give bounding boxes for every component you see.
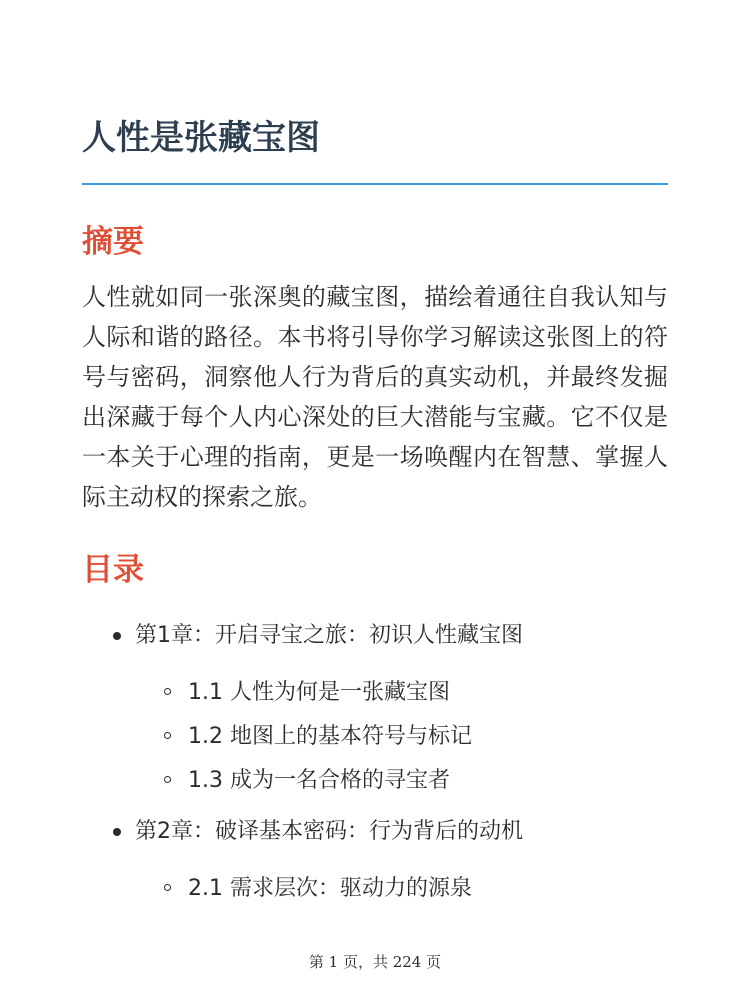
- toc-section-1-3: [82, 759, 668, 803]
- bullet-dot-icon: [113, 632, 121, 640]
- chapter-title: 第1章：开启寻宝之旅：初识人性藏宝图: [135, 623, 523, 648]
- bullet-dot-icon: [113, 828, 121, 836]
- toc-section-2-1: [82, 867, 668, 911]
- toc-chapter-1: [82, 613, 668, 803]
- document-title: 人性是张藏宝图: [82, 118, 320, 158]
- section-title: 1.2 地图上的基本符号与标记: [188, 724, 472, 749]
- toc-section-1-1: [82, 671, 668, 715]
- table-of-contents: [82, 613, 668, 911]
- section-title: 1.1 人性为何是一张藏宝图: [188, 680, 450, 705]
- bullet-circle-icon: [164, 776, 171, 783]
- chapter-title: 第2章：破译基本密码：行为背后的动机: [135, 819, 523, 844]
- bullet-circle-icon: [164, 732, 171, 739]
- page-footer: 第 1 页，共 224 页: [308, 953, 442, 971]
- bullet-circle-icon: [164, 688, 171, 695]
- chapter-sections: [135, 867, 668, 911]
- bullet-circle-icon: [164, 884, 171, 891]
- abstract-text: 人性就如同一张深奥的藏宝图，描绘着通往自我认知与人际和谐的路径。本书将引导你学习解读这张图上的符号与密码，洞察他人行为背后的真实动机，并最终发掘出深藏于每个人内心深处的巨大潜能与宝藏。它不仅是一本关于心理的指南，更是一场唤醒内在智慧、掌握人际主动权的探索之旅。: [82, 283, 668, 511]
- toc-heading: 目录: [82, 552, 144, 588]
- title-divider: [82, 183, 668, 185]
- document-body: [82, 108, 668, 911]
- section-title: 1.3 成为一名合格的寻宝者: [188, 768, 450, 793]
- section-title: 2.1 需求层次：驱动力的源泉: [188, 876, 472, 901]
- toc-section-1-2: [82, 715, 668, 759]
- abstract-heading: 摘要: [82, 224, 144, 260]
- toc-chapter-2: [82, 809, 668, 911]
- chapter-sections: [135, 671, 668, 803]
